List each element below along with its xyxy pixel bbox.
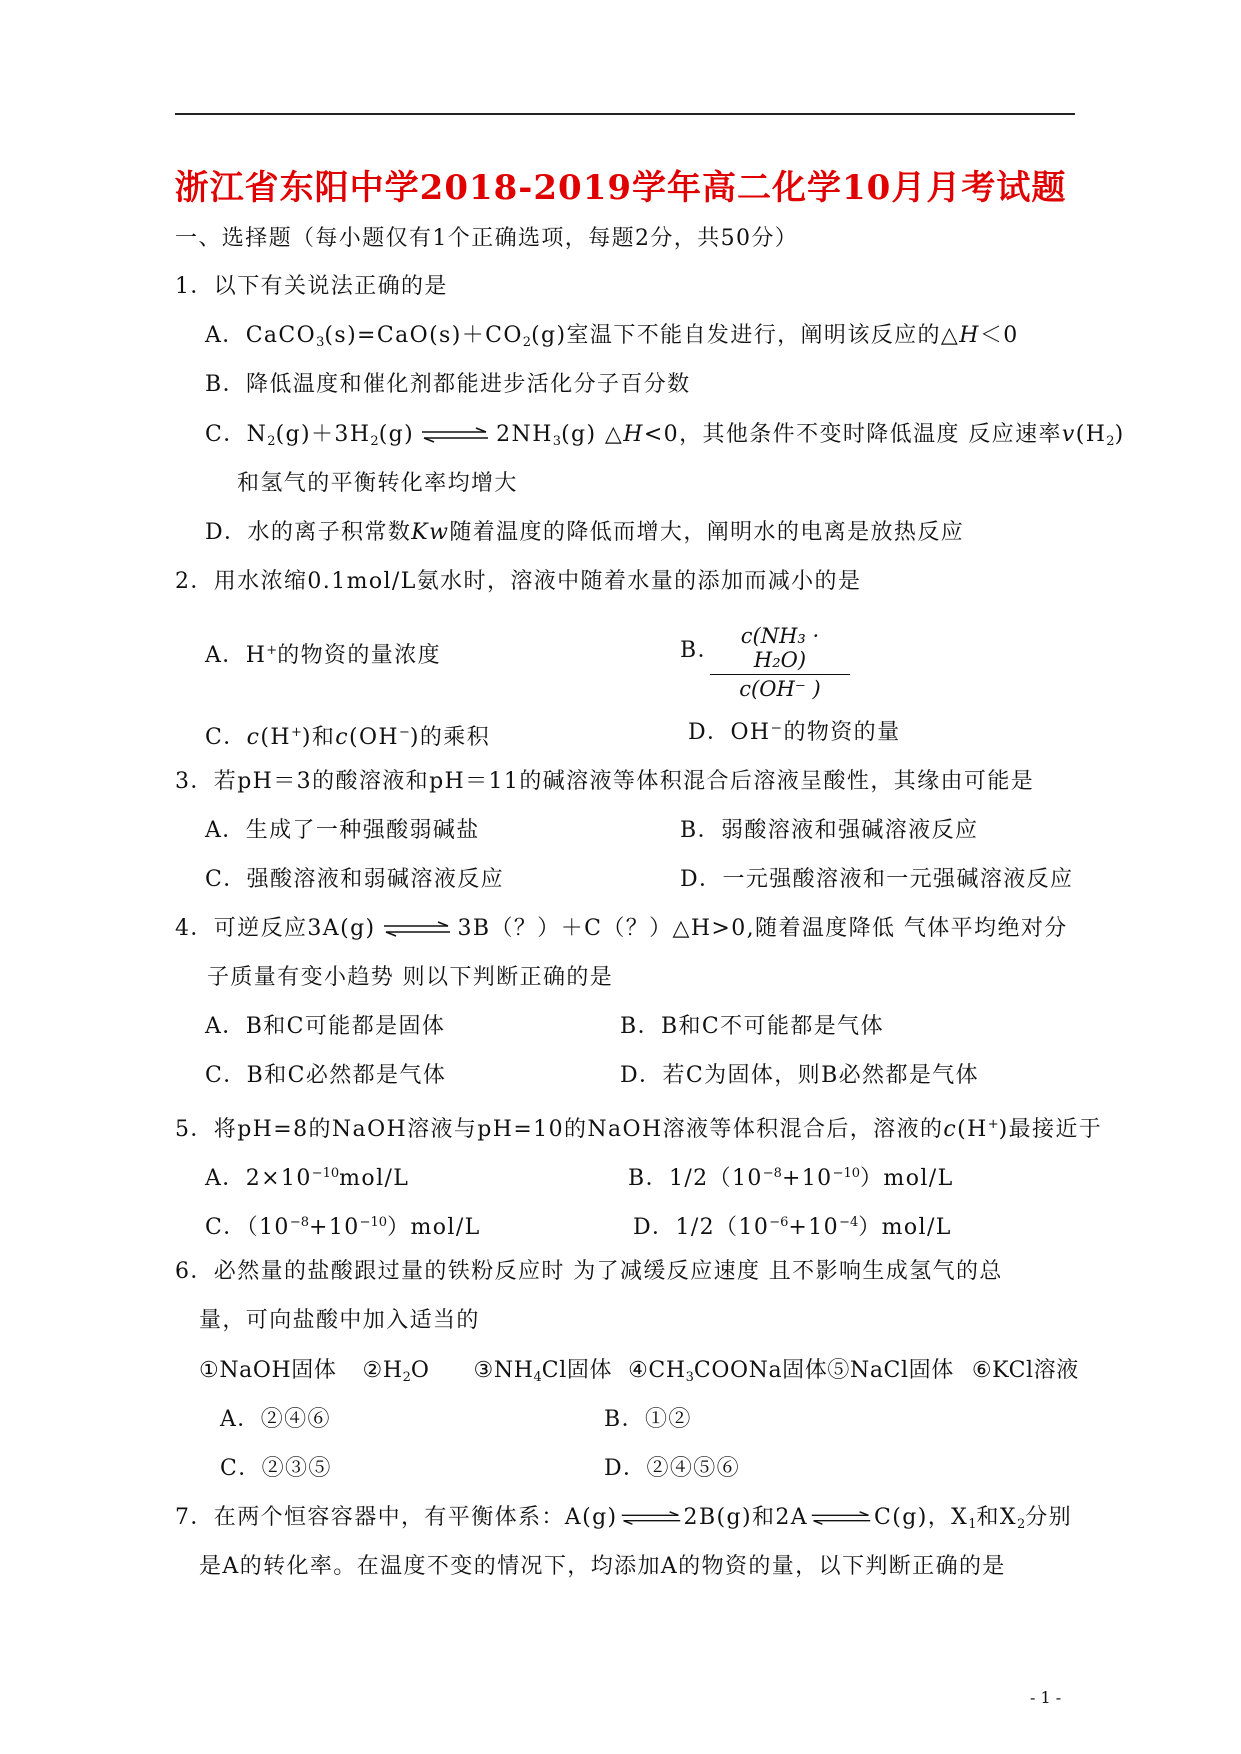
q5-d-end: ）mol/L [858,1215,952,1240]
q6-reagent-1: ①NaOH固体 [199,1358,337,1383]
q3-option-b: B．弱酸溶液和强碱溶液反应 [680,818,979,843]
q5-b-sup1: −8 [762,1166,782,1181]
q1-a-text: A．CaCO [205,323,317,348]
q1-c-end: ) [1114,422,1125,447]
q5-stem-end: )最接近于 [998,1117,1103,1142]
q4-option-d: D．若C为固体，则B必然都是气体 [620,1063,980,1088]
q5-b-end: ）mol/L [860,1166,954,1191]
q6-reagent-2-text: ②H [362,1358,403,1383]
q7-stem-text4: 和X [976,1505,1017,1530]
q6-reagent-3-sub: 4 [533,1370,542,1385]
q1-c-sub1: 2 [267,434,276,449]
q2-a-text2: 的物资的量浓度 [277,643,441,668]
q4-stem-text2: 3B（？）＋C（？）△H>0,随着温度降低 气体平均绝对分 [457,916,1068,941]
q5-c-end: ）mol/L [387,1215,481,1240]
q1-c-text6: <0，其他条件不变时降低温度 反应速率 [643,422,1062,447]
q7-stem-text2: 2B(g)和2A [683,1505,809,1530]
q1-c-italic2: v [1061,422,1076,447]
q4-stem [175,914,1068,944]
q2-c-text3: )和 [301,725,336,750]
q6-option-d: D．②④⑤⑥ [604,1456,741,1481]
q5-c-text: C．（10 [205,1215,290,1240]
q1-option-d [205,518,964,548]
q6-reagent-4-end: COONa固体⑤NaCl固体 [693,1358,954,1383]
equilibrium-arrow-icon [810,1510,872,1526]
q2-a-sup: + [266,643,278,658]
equilibrium-arrow-icon [620,1510,682,1526]
q2-c-end: )的乘积 [409,725,491,750]
q6-reagent-3 [474,1358,613,1383]
q4-stem-line2: 子质量有变小趋势 则以下判断正确的是 [207,965,614,990]
q5-stem [175,1110,1102,1145]
q1-a-text2: (s)=CaO(s)＋CO [324,323,523,348]
q1-c-sub2: 2 [370,434,379,449]
q1-c-text: C．N [205,422,268,447]
q5-d-text: D．1/2（10 [633,1215,770,1240]
q2-c-italic2: c [335,725,349,750]
q5-a-sup: −10 [311,1166,340,1181]
q6-reagent-2 [363,1358,430,1383]
q6-reagent-2-end: O [410,1358,430,1383]
q1-a-end: ＜0 [979,323,1019,348]
q7-stem-line2: 是A的转化率。在温度不变的情况下，均添加A的物资的量，以下判断正确的是 [199,1554,1006,1579]
q6-reagent-4-text: ④CH [628,1358,686,1383]
q1-option-a [205,321,1019,358]
q1-c-italic1: H [623,422,644,447]
q5-b-text: B．1/2（10 [628,1166,763,1191]
q1-option-c-line2: 和氢气的平衡转化率均增大 [237,471,518,496]
q1-c-text4: 2NH [496,422,553,447]
q5-d-sup1: −6 [769,1215,789,1230]
q5-a-end: mol/L [339,1166,410,1191]
q4-stem-text: 4．可逆反应3A(g) [175,916,376,941]
q1-a-sub1: 3 [316,335,325,350]
q6-option-c: C．②③⑤ [220,1456,332,1481]
q2-option-d: D．OH⁻的物资的量 [688,720,901,745]
q3-option-d: D．一元强酸溶液和一元强碱溶液反应 [680,867,1074,892]
q7-stem-text: 7．在两个恒容容器中，有平衡体系：A(g) [175,1505,618,1530]
q5-option-c [205,1208,481,1243]
q5-c-sup2: −10 [359,1215,388,1230]
q3-option-c: C．强酸溶液和弱碱溶液反应 [205,867,505,892]
q4-option-a: A．B和C可能都是固体 [205,1014,446,1039]
q5-b-sup2: −10 [832,1166,861,1181]
q2-c-sup1: + [290,725,302,740]
header-rule [175,113,1075,115]
q5-c-text2: +10 [309,1215,360,1240]
q5-d-text2: +10 [788,1215,840,1240]
page-title: 浙江省东阳中学2018-2019学年高二化学10月月考试题 [174,168,1067,208]
q2-option-c [205,718,490,753]
q6-stem: 6．必然量的盐酸跟过量的铁粉反应时 为了减缓反应速度 且不影响生成氢气的总 [175,1259,1003,1284]
q5-option-d [633,1208,952,1243]
q6-reagent-6: ⑥KCl溶液 [971,1358,1079,1383]
q6-option-b: B．①② [604,1407,692,1432]
q7-stem [175,1503,1072,1540]
q1-a-text3: (g)室温下不能自发进行，阐明该反应的△ [531,323,960,348]
q2-stem: 2．用水浓缩0.1mol/L氨水时，溶液中随着水量的添加而减小的是 [175,569,862,594]
fraction-denominator: c(OH⁻ ) [739,677,821,701]
q5-d-sup2: −4 [839,1215,859,1230]
q5-stem-italic: c [943,1117,958,1142]
q1-a-italic: H [959,323,980,348]
q1-d-text: D．水的离子积常数 [205,520,412,545]
q7-stem-sub1: 1 [968,1517,977,1532]
q2-c-italic1: c [246,725,261,750]
q6-stem-line2: 量，可向盐酸中加入适当的 [199,1308,480,1333]
q7-stem-sub2: 2 [1016,1517,1026,1532]
section-heading: 一、选择题（每小题仅有1个正确选项，每题2分，共50分） [175,226,799,251]
q1-option-c [205,420,1125,457]
q1-c-sub4: 2 [1106,434,1115,449]
q1-c-sub3: 3 [552,434,562,449]
q6-reagent-2-sub: 2 [402,1370,411,1385]
q1-option-b: B．降低温度和催化剂都能进步活化分子百分数 [205,372,691,397]
q1-stem: 1．以下有关说法正确的是 [175,274,448,299]
q2-option-b-fraction [710,624,850,701]
q5-stem-text2: (H [957,1117,988,1142]
q5-stem-sup: + [987,1117,999,1132]
q1-d-italic: Kw [411,520,450,545]
q5-c-sup1: −8 [289,1215,309,1230]
q4-option-c: C．B和C必然都是气体 [205,1063,447,1088]
q5-a-text: A．2×10 [205,1166,312,1191]
q2-c-text: C． [205,725,247,750]
q7-stem-text3: C(g)，X [874,1505,969,1530]
q5-b-text2: +10 [781,1166,833,1191]
q6-reagent-4-sub: 3 [685,1370,694,1385]
q6-reagent-3-text: ③NH [473,1358,534,1383]
equilibrium-arrow-icon [420,427,490,443]
q6-reagent-4-5 [628,1358,954,1383]
q6-reagent-list [199,1356,1079,1393]
q5-stem-text: 5．将pH=8的NaOH溶液与pH=10的NaOH溶液等体积混合后，溶液的 [175,1117,944,1142]
q4-option-b: B．B和C不可能都是气体 [620,1014,884,1039]
q2-c-text2: (H [260,725,291,750]
page-number: - 1 - [1030,1688,1062,1707]
q5-option-b [628,1159,954,1194]
q6-reagent-3-end: Cl固体 [541,1358,613,1383]
q2-c-text4: (OH [348,725,399,750]
q1-a-sub2: 2 [522,335,532,350]
q1-c-text3: (g) [378,422,415,447]
q1-c-text2: (g)＋3H [275,422,371,447]
equilibrium-arrow-icon [382,921,452,937]
q2-a-text: A．H [205,643,267,668]
q2-option-a [205,636,441,671]
q2-option-b-label: B． [680,638,721,663]
q3-option-a: A．生成了一种强酸弱碱盐 [205,818,480,843]
q6-option-a: A．②④⑥ [220,1407,331,1432]
q3-stem: 3．若pH＝3的酸溶液和pH＝11的碱溶液等体积混合后溶液呈酸性，其缘由可能是 [175,769,1035,794]
q5-option-a [205,1159,409,1194]
q1-c-text7: (H [1075,422,1107,447]
q2-c-sup2: − [399,725,410,740]
q1-d-text2: 随着温度的降低而增大，阐明水的电离是放热反应 [449,520,965,545]
fraction-numerator: c(NH₃ · H₂O) [710,624,850,675]
q7-stem-end: 分别 [1025,1505,1073,1530]
q1-c-text5: (g) △ [561,422,624,447]
